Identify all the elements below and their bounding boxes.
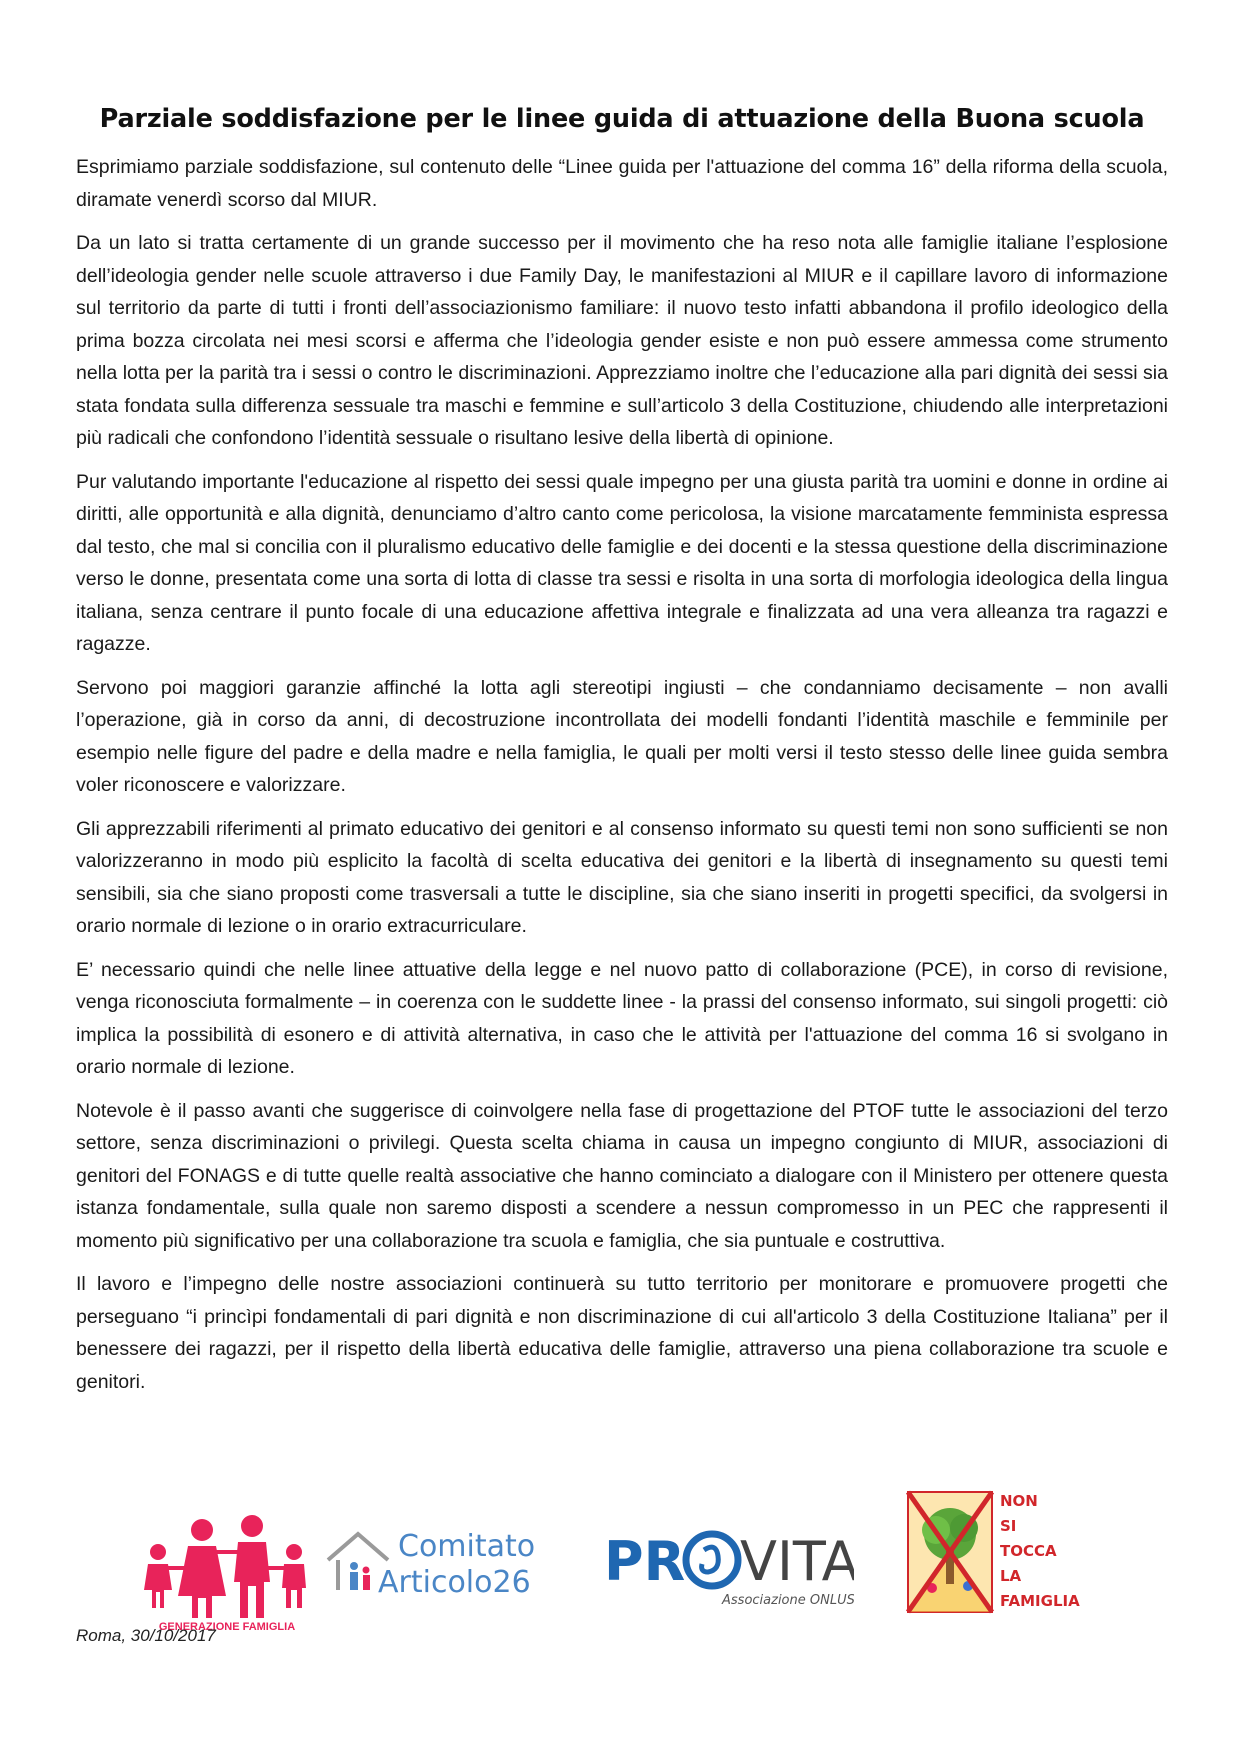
tree-family-icon [908, 1492, 992, 1612]
logo-generazione-famiglia [124, 1508, 334, 1633]
comitato-line2: Articolo26 [378, 1565, 531, 1600]
paragraph-5: Gli apprezzabili riferimenti al primato educativo dei genitori e al consenso informato su questi temi non sono sufficienti se non valorizzeranno in modo più esplicito la facoltà di scelta educativa dei genitori e la libertà di insegnamento su questi temi sensibili, sia che siano proposti come trasversali a tutte le discipline, sia che siano inseriti in progetti specifici, da svolgersi in orario normale di lezione o in orario extracurriculare. [76, 817, 1168, 937]
paragraph-2: Da un lato si tratta certamente di un grande successo per il movimento che ha reso nota alle famiglie italiane l’esplosione dell’ideologia gender nelle scuole attraverso i due Family Day, le manifestazioni al MIUR e il capillare lavoro di informazione sul territorio da parte di tutti i fronti dell’associazionismo familiare: il nuovo testo infatti abbandona il profilo ideologico della prima bozza circolata nei mesi scorsi e afferma che l’ideologia gender esiste e non può essere ammessa come strumento nella lotta per la parità tra i sessi o contro le discriminazioni. Apprezziamo inoltre che l’educazione alla pari dignità dei sessi sia stata fondata sulla differenza sessuale tra maschi e femmine e sull’articolo 3 della Costituzione, chiudendo alle interpretazioni più radicali che confondono l’identità sessuale o risultano lesive della libertà di opinione. [76, 232, 1168, 449]
paragraph-4: Servono poi maggiori garanzie affinché la lotta agli stereotipi ingiusti – che condanniamo decisamente – non avalli l’operazione, già in corso da anni, di decostruzione incontrollata dei modelli fondanti l’identità maschile e femminile per esempio nelle figure del padre e della madre e nella famiglia, le quali per molti versi il testo stesso delle linee guida sembra voler riconoscere e valorizzare. [76, 676, 1168, 796]
house-family-icon [324, 1520, 574, 1600]
family-figures-icon [124, 1508, 334, 1633]
paragraph-3: Pur valutando importante l'educazione al rispetto dei sessi quale impegno per una giusta parità tra uomini e donne in ordine ai diritti, alle opportunità e alla dignità, denunciamo d’altro canto come pericolosa, la visione marcatamente femminista espressa dal testo, che mal si concilia con il pluralismo educativo delle famiglie e dei docenti e la stessa questione della discriminazione verso le donne, presentata come una sorta di lotta di classe tra sessi e risolta in una sorta di morfologia ideologica della lingua italiana, senza centrare il punto focale di una educazione affettiva integrale e finalizzata ad una vera alleanza tra ragazzi e ragazze. [76, 470, 1168, 655]
paragraph-1: Esprimiamo parziale soddisfazione, sul contenuto delle “Linee guida per l'attuazione del comma 16” della riforma della scuola, diramate venerdì scorso dal MIUR. [76, 156, 1168, 211]
provita-word-left: PR [604, 1530, 686, 1593]
non-si-tocca-line-5: FAMIGLIA [1000, 1592, 1080, 1610]
fetus-circle-icon [686, 1534, 738, 1586]
comitato-line1: Comitato [398, 1529, 536, 1564]
provita-word-right: VITA [740, 1530, 854, 1593]
document-date: Roma, 30/10/2017 [76, 1626, 216, 1645]
non-si-tocca-line-2: SI [1000, 1517, 1017, 1535]
logo-provita [604, 1520, 854, 1615]
logos-row [76, 1490, 1168, 1640]
paragraph-7: Notevole è il passo avanti che suggerisce di coinvolgere nella fase di progettazione del PTOF tutte le associazioni del terzo settore, senza discriminazioni o privilegi. Questa scelta chiama in causa un impegno congiunto di MIUR, associazioni di genitori del FONAGS e di tutte quelle realtà associative che hanno cominciato a dialogare con il Ministero per ottenere questa istanza fondamentale, sulla quale non saremo disposti a scendere a nessun compromesso in un PEC che rappresenti il momento più significativo per una collaborazione tra scuola e famiglia, che sia puntuale e costruttiva. [76, 1099, 1168, 1252]
non-si-tocca-line-1: NON [1000, 1492, 1038, 1510]
generazione-famiglia-text: GENERAZIONE FAMIGLIA [158, 1621, 296, 1633]
document-title: Parziale soddisfazione per le linee guida di attuazione della Buona scuola [99, 104, 1145, 134]
non-si-tocca-line-3: TOCCA [1000, 1542, 1057, 1560]
provita-logo [604, 1520, 854, 1615]
provita-subtitle: Associazione ONLUS [722, 1593, 854, 1608]
document-body [76, 104, 1168, 1409]
logo-non-si-tocca-la-famiglia [906, 1490, 1116, 1620]
logo-comitato-articolo26 [324, 1520, 574, 1600]
paragraph-8: Il lavoro e l’impegno delle nostre associazioni continuerà su tutto territorio per monitorare e promuovere progetti che perseguano “i princìpi fondamentali di pari dignità e non discriminazione di cui all'articolo 3 della Costituzione Italiana” per il benessere dei ragazzi, per il rispetto della libertà educativa delle famiglie, attraverso una piena collaborazione tra scuole e genitori. [76, 1273, 1168, 1393]
paragraph-6: E’ necessario quindi che nelle linee attuative della legge e nel nuovo patto di collaborazione (PCE), in corso di revisione, venga riconosciuta formalmente – in coerenza con le suddette linee - la prassi del consenso informato, sui singoli progetti: ciò implica la possibilità di esonero e di attività alternativa, in caso che le attività per l'attuazione del comma 16 si svolgano in orario normale di lezione. [76, 958, 1168, 1078]
non-si-tocca-logo [906, 1490, 1116, 1620]
non-si-tocca-line-4: LA [1000, 1567, 1022, 1585]
